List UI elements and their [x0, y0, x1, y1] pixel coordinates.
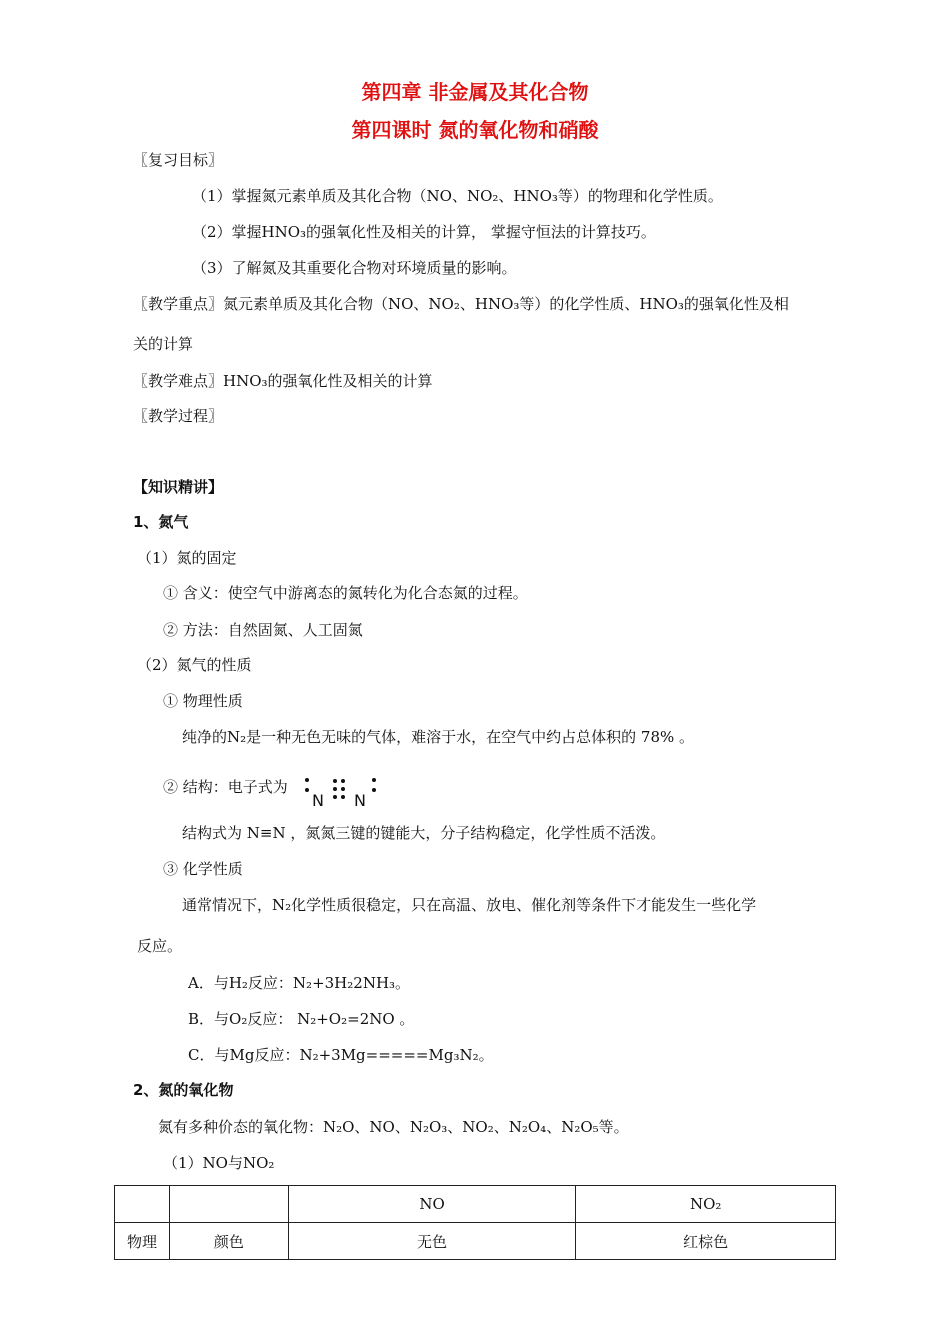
bond-pair-dot	[333, 779, 337, 783]
table-row	[115, 1223, 836, 1260]
table-cell	[169, 1186, 288, 1223]
table-cell: 无色	[288, 1223, 576, 1260]
reaction-a: A．与H₂反应：N₂+3H₂2NH₃。	[188, 974, 411, 992]
section-2-title: 2、氮的氧化物	[133, 1081, 234, 1099]
table-row	[115, 1186, 836, 1223]
bond-pair-dot	[341, 787, 345, 791]
goal-2: （2）掌握HNO₃的强氧化性及相关的计算， 掌握守恒法的计算技巧。	[192, 223, 656, 241]
goal-1: （1）掌握氮元素单质及其化合物（NO、NO₂、HNO₃等）的物理和化学性质。	[192, 187, 723, 205]
key-points-line-1: 〖教学重点〗氮元素单质及其化合物（NO、NO₂、HNO₃等）的化学性质、HNO₃的强氧化性及相	[133, 295, 789, 313]
lone-pair-dot	[305, 788, 309, 792]
reaction-c: C．与Mg反应：N₂+3Mg=====Mg₃N₂。	[188, 1046, 494, 1064]
table-cell: NO	[288, 1186, 576, 1223]
structural-formula: 结构式为 N≡N ，氮氮三键的键能大，分子结构稳定，化学性质不活泼。	[182, 824, 666, 842]
section-1-title: 1、氮气	[133, 513, 189, 531]
key-points-line-2: 关的计算	[133, 335, 194, 353]
table-cell: 红棕色	[576, 1223, 836, 1260]
reaction-b: B．与O₂反应： N₂+O₂=2NO 。	[188, 1010, 415, 1028]
physical-header: ① 物理性质	[163, 692, 243, 710]
chemical-header: ③ 化学性质	[163, 860, 243, 878]
structure-label: ② 结构：电子式为	[163, 778, 288, 796]
oxides-table	[114, 1185, 836, 1260]
lone-pair-dot	[372, 778, 376, 782]
bond-pair-dot	[341, 795, 345, 799]
process-header: 〖教学过程〗	[133, 407, 224, 425]
bond-pair-dot	[341, 779, 345, 783]
table-cell: 物理	[115, 1223, 170, 1260]
lone-pair-dot	[372, 788, 376, 792]
fixation-meaning: ① 含义：使空气中游离态的氮转化为化合态氮的过程。	[163, 584, 528, 602]
section-1-1: （1）氮的固定	[137, 549, 237, 567]
nitrogen-atom-2: N	[354, 791, 366, 810]
section-2-1: （1）NO与NO₂	[163, 1154, 275, 1172]
fixation-methods: ② 方法：自然固氮、人工固氮	[163, 621, 363, 639]
knowledge-header: 【知识精讲】	[133, 478, 224, 496]
table-cell: NO₂	[576, 1186, 836, 1223]
section-2-text: 氮有多种价态的氧化物：N₂O、NO、N₂O₃、NO₂、N₂O₄、N₂O₅等。	[158, 1118, 629, 1136]
bond-pair-dot	[333, 795, 337, 799]
chemical-text-2: 反应。	[137, 937, 183, 955]
goal-3: （3）了解氮及其重要化合物对环境质量的影响。	[192, 259, 517, 277]
bond-pair-dot	[333, 787, 337, 791]
chemical-text-1: 通常情况下，N₂化学性质很稳定，只在高温、放电、催化剂等条件下才能发生一些化学	[182, 896, 757, 914]
table-cell: 颜色	[169, 1223, 288, 1260]
difficulty: 〖教学难点〗HNO₃的强氧化性及相关的计算	[133, 372, 433, 390]
section-1-2: （2）氮气的性质	[137, 656, 252, 674]
chapter-title: 第四章 非金属及其化合物	[361, 80, 589, 104]
lesson-title: 第四课时 氮的氧化物和硝酸	[351, 118, 599, 142]
physical-text: 纯净的N₂是一种无色无味的气体，难溶于水，在空气中约占总体积的 78% 。	[182, 728, 695, 746]
table-cell	[115, 1186, 170, 1223]
nitrogen-atom-1: N	[312, 791, 324, 810]
lone-pair-dot	[305, 778, 309, 782]
goals-header: 〖复习目标〗	[133, 151, 224, 169]
